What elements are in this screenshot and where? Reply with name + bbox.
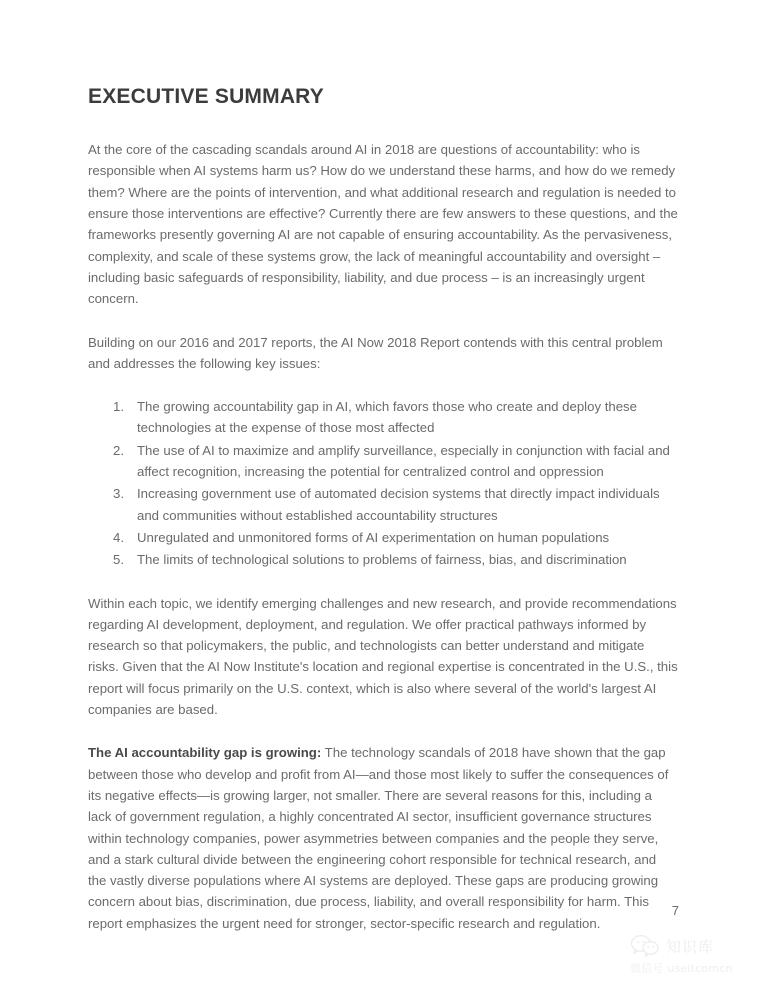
page-number: 7 xyxy=(671,903,679,918)
key-issues-list xyxy=(88,396,678,570)
list-item: The growing accountability gap in AI, which favors those who create and deploy these technologies at the expense of those most affected xyxy=(137,399,637,436)
page-title: EXECUTIVE SUMMARY xyxy=(88,85,324,108)
paragraph-building-on: Building on our 2016 and 2017 reports, the AI Now 2018 Report contends with this central problem and addresses the following key issues: xyxy=(88,334,663,371)
list-item: Increasing government use of automated decision systems that directly impact individuals and communities without established accountability structures xyxy=(137,486,660,523)
list-item: The limits of technological solutions to problems of fairness, bias, and discrimination xyxy=(137,552,627,568)
watermark-brand-row xyxy=(630,933,765,959)
list-item: Unregulated and unmonitored forms of AI experimentation on human populations xyxy=(137,529,610,545)
paragraph-lead-in: The AI accountability gap is growing: xyxy=(88,745,322,761)
watermark xyxy=(630,933,765,985)
paragraph-intro: At the core of the cascading scandals around AI in 2018 are questions of accountability: who is responsible when AI systems harm us? How do we understand these harms, and how do we remedy them? Where are the points of intervention, and what additional research and regulation is needed to ensure those interventions are effective? Currently there are few answers to these questions, and the frameworks presently governing AI are not capable of ensuring accountability. As the pervasiveness, complexity, and scale of these systems grow, the lack of meaningful accountability and oversight – including basic safeguards of responsibility, liability, and due process – is an increasingly urgent concern. xyxy=(88,142,678,307)
list-item: The use of AI to maximize and amplify surveillance, especially in conjunction with facial and affect recognition, increasing the potential for centralized control and oppression xyxy=(137,442,670,480)
paragraph-body-text: The technology scandals of 2018 have shown that the gap between those who develop and profit from AI—and those most likely to suffer the consequences of its negative effects—is growing larger, not smaller. There are several reasons for this, including a lack of government regulation, a highly concentrated AI sector, insufficient governance structures within technology companies, power asymmetries between companies and the people they serve, and a stark cultural divide between the engineering cohort responsible for technical research, and the vastly diverse populations where AI systems are deployed. These gaps are producing growing concern about bias, discrimination, due process, liability, and overall responsibility for harm. This report emphasizes the urgent need for stronger, sector-specific research and regulation. xyxy=(88,745,669,931)
paragraph-within-each-topic: Within each topic, we identify emerging challenges and new research, and provide recommendations regarding AI development, deployment, and regulation. We offer practical pathways informed by research so that policymakers, the public, and technologists can better understand and mitigate risks. Given that the AI Now Institute's location and regional expertise is concentrated in the U.S., this report will focus primarily on the U.S. context, which is also where several of the world's largest AI companies are based. xyxy=(88,595,678,718)
watermark-brand: 知识库 xyxy=(666,937,715,956)
wechat-icon xyxy=(630,934,660,958)
document-content xyxy=(88,84,678,934)
watermark-account: 微信号 useitcomcn xyxy=(630,962,733,975)
